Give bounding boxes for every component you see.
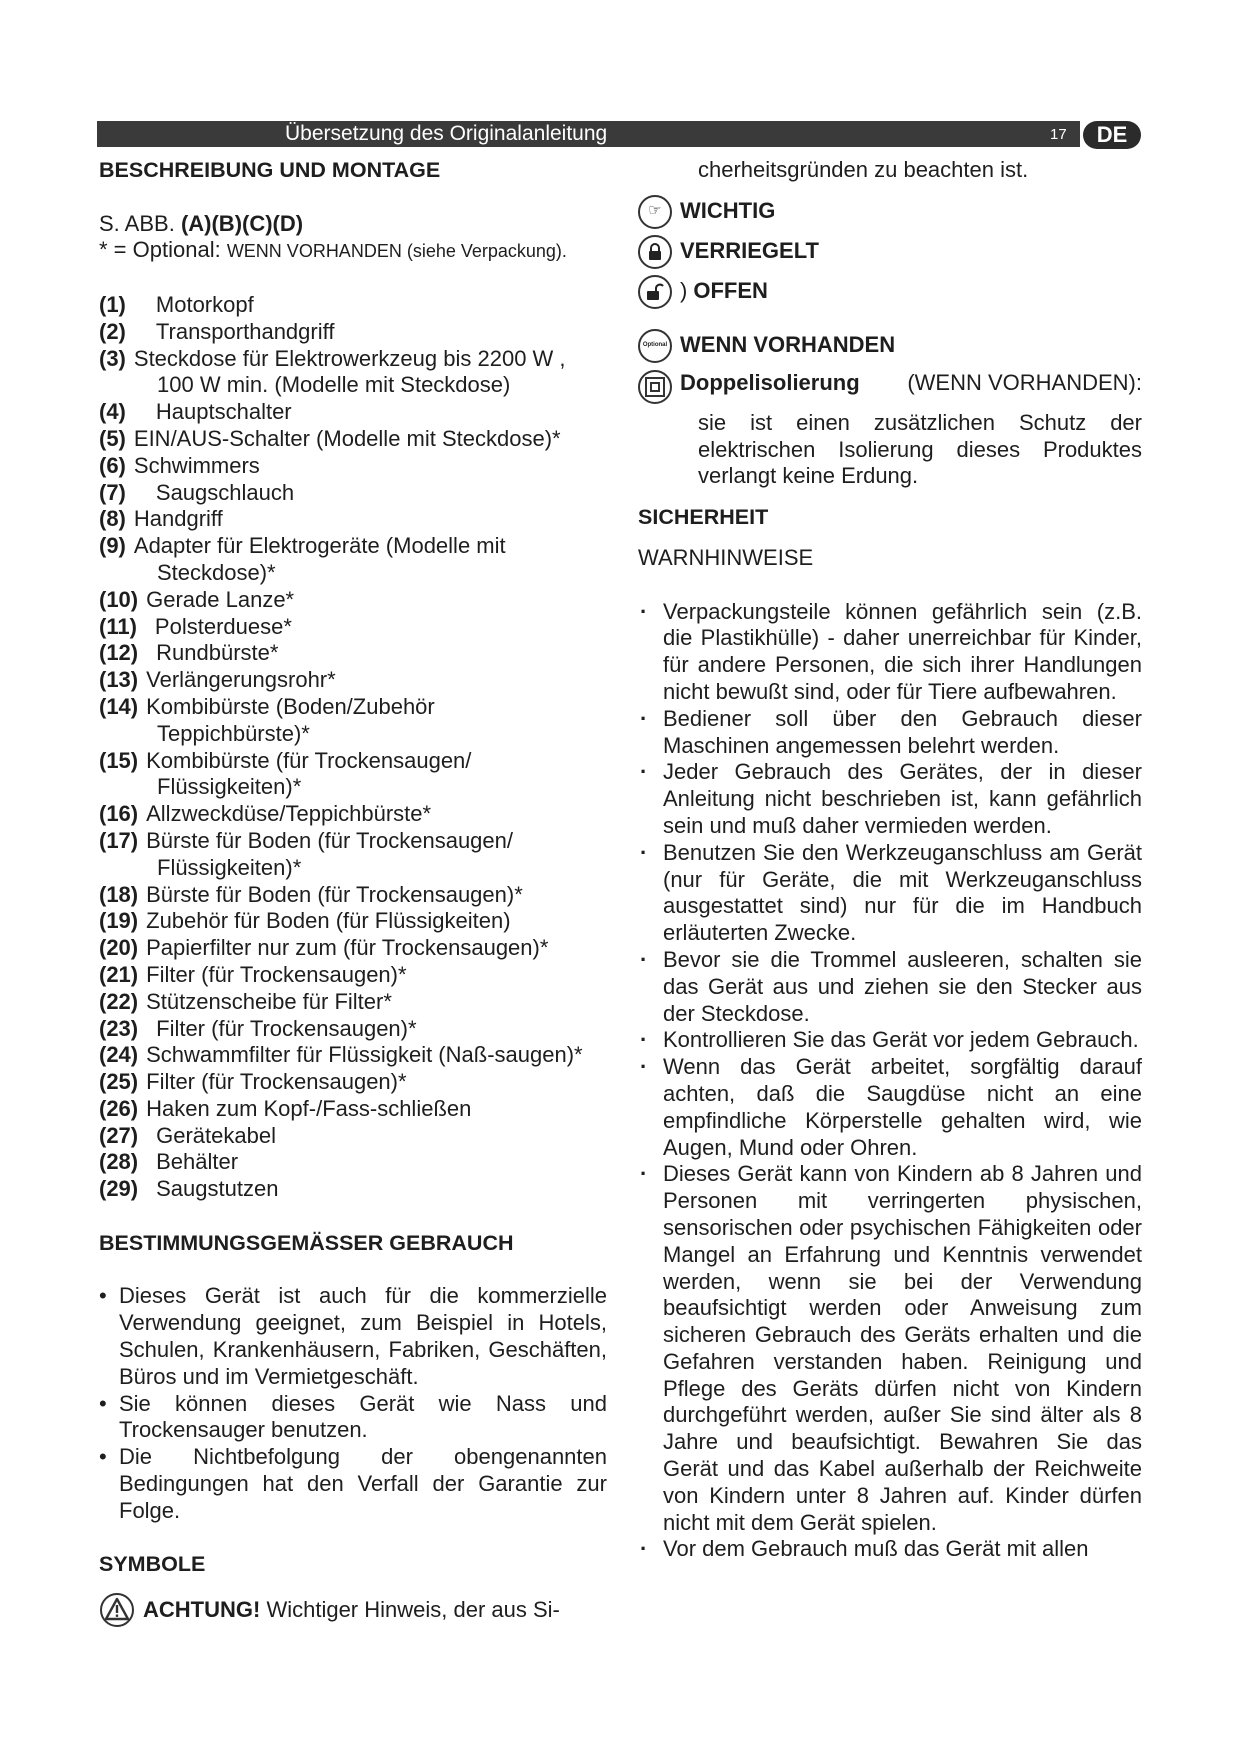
list-item: (18) Bürste für Boden (für Trockensaugen)* (99, 881, 523, 907)
double-insulation-icon (638, 370, 672, 404)
list-item: (5) EIN/AUS-Schalter (Modelle mit Steckdose)* (99, 425, 561, 451)
list-item: • Dieses Gerät ist auch für die kommerzielle Verwendung geeignet, zum Beispiel in Hotels, Schulen, Krankenhäusern, Fabriken, Geschäften, Büros und im Vermietgeschäft. (99, 1283, 607, 1390)
list-item: (23) Filter (für Trockensaugen)* (99, 1015, 417, 1041)
symbol-offen: ) OFFEN (638, 272, 1142, 312)
optional-legend: * = Optional: WENN VORHANDEN (siehe Verpackung). (99, 237, 567, 263)
list-item: (28) Behälter (99, 1149, 239, 1175)
list-item: (2) Transporthandgriff (99, 318, 335, 344)
optional-icon: Optional (638, 329, 672, 363)
list-item: (13) Verlängerungsrohr* (99, 667, 336, 693)
list-item: (8) Handgriff (99, 506, 223, 532)
list-item: (16) Allzweckdüse/Teppichbürste* (99, 801, 432, 827)
list-item: · Vor dem Gebrauch muß das Gerät mit allen (638, 1536, 1142, 1563)
list-item: (24) Schwammfilter für Flüssigkeit (Naß-saugen)* (99, 1042, 583, 1068)
left-column (99, 157, 607, 1628)
page-number: 17 (1050, 126, 1067, 143)
warnings-list (638, 599, 1142, 1564)
list-item: (9) Adapter für Elektrogeräte (Modelle mit (99, 533, 506, 559)
list-item-continuation: Steckdose)* (157, 559, 276, 585)
list-item: (15) Kombibürste (für Trockensaugen/ (99, 747, 472, 773)
list-item: (14) Kombibürste (Boden/Zubehör (99, 693, 435, 719)
list-item: (6) Schwimmers (99, 452, 260, 478)
list-item: (10) Gerade Lanze* (99, 586, 295, 612)
double-insulation-text: sie ist einen zusätzlichen Schutz der elektrischen Isolierung dieses Produktes verlangt keine Erdung. (698, 409, 1142, 489)
symbol-verriegelt: VERRIEGELT (638, 232, 1142, 272)
section-title-usage: BESTIMMUNGSGEMÄSSER GEBRAUCH (99, 1230, 514, 1255)
section-title-symbols: SYMBOLE (99, 1552, 206, 1577)
section-title-safety: SICHERHEIT (638, 505, 769, 530)
list-item-continuation: Teppichbürste)* (157, 720, 310, 746)
section-title-description: BESCHREIBUNG UND MONTAGE (99, 158, 441, 182)
list-item: (12) Rundbürste* (99, 640, 279, 666)
list-item: (27) Gerätekabel (99, 1122, 276, 1148)
list-item-continuation: Flüssigkeiten)* (157, 854, 302, 880)
symbol-optional: Optional WENN VORHANDEN (638, 326, 1142, 366)
list-item: (7) Saugschlauch (99, 479, 295, 505)
warnings-title: WARNHINWEISE (638, 544, 814, 570)
unlock-icon (638, 275, 672, 309)
list-item: · Bediener soll über den Gebrauch dieser Maschinen angemessen belehrt werden. (638, 706, 1142, 760)
list-item: (17) Bürste für Boden (für Trockensaugen/ (99, 827, 513, 853)
list-item: (25) Filter (für Trockensaugen)* (99, 1069, 407, 1095)
list-item: (19) Zubehör für Boden (für Flüssigkeiten) (99, 908, 511, 934)
usage-list (99, 1283, 607, 1524)
list-item: · Verpackungsteile können gefährlich sein (z.B. die Plastikhülle) - daher unerreichbar für Kinder, für andere Personen, die sich ihrer Handlungen nicht bewußt sind, oder für Tiere aufbewahren. (638, 599, 1142, 706)
achtung-continuation: cherheitsgründen zu beachten ist. (698, 157, 1029, 182)
list-item: (3) Steckdose für Elektrowerkzeug bis 2200 W , (99, 345, 566, 371)
list-item: (20) Papierfilter nur zum (für Trockensaugen)* (99, 935, 549, 961)
right-column (638, 157, 1142, 1563)
list-item: · Wenn das Gerät arbeitet, sorgfältig darauf achten, daß die Saugdüse nicht an eine empfindliche Körperstelle gehalten wird, wie Augen, Mund oder Ohren. (638, 1054, 1142, 1161)
list-item: (4) Hauptschalter (99, 399, 292, 425)
list-item: (1) Motorkopf (99, 291, 254, 317)
language-badge: DE (1083, 121, 1141, 149)
achtung-line: ACHTUNG! Wichtiger Hinweis, der aus Si- (99, 1592, 607, 1628)
list-item: (11) Polsterduese* (99, 613, 292, 639)
list-item-continuation: 100 W min. (Modelle mit Steckdose) (157, 372, 511, 398)
list-item: (29) Saugstutzen (99, 1176, 279, 1202)
symbol-double-insulation: Doppelisolierung (WENN VORHANDEN): (638, 370, 1142, 410)
list-item: · Jeder Gebrauch des Gerätes, der in dieser Anleitung nicht beschrieben ist, kann gefährlich sein und muß daher vermieden werden. (638, 759, 1142, 839)
list-item: • Sie können dieses Gerät wie Nass und Trockensauger benutzen. (99, 1391, 607, 1445)
warning-triangle-icon (99, 1592, 135, 1628)
parts-list (99, 292, 607, 1203)
list-item: (21) Filter (für Trockensaugen)* (99, 961, 407, 987)
list-item-continuation: Flüssigkeiten)* (157, 774, 302, 800)
list-item: · Dieses Gerät kann von Kindern ab 8 Jahren und Personen mit verringerten physischen, sensorischen oder psychischen Fähigkeiten oder Mangel an Erfahrung und Kenntnis verwendet werden, wenn sie bei der Verwendung beaufsichtigt werden oder Anweisung zum sicheren Gebrauch des Geräts erhalten und die Gefahren verstanden haben. Reinigung und Pflege des Geräts dürfen nicht von Kindern durchgeführt werden, außer Sie sind älter als 8 Jahre und beaufsichtigt. Bewahren Sie das Gerät und das Kabel außerhalb der Reichweite von Kindern unter 8 Jahren auf. Kinder dürfen nicht mit dem Gerät spielen. (638, 1161, 1142, 1536)
list-item: · Benutzen Sie den Werkzeuganschluss am Gerät (nur für Geräte, die mit Werkzeuganschluss ausgestattet sind) nur für die im Handbuch erläuterten Zwecke. (638, 840, 1142, 947)
list-item: · Kontrollieren Sie das Gerät vor jedem Gebrauch. (638, 1027, 1142, 1054)
figure-reference: S. ABB. (A)(B)(C)(D) (99, 210, 304, 236)
list-item: • Die Nichtbefolgung der obengenannten Bedingungen hat den Verfall der Garantie zur Folge. (99, 1444, 607, 1524)
lock-icon (638, 235, 672, 269)
header-title: Übersetzung des Originalanleitung (285, 122, 608, 145)
pointing-hand-icon: ☞ (638, 195, 672, 229)
list-item: (22) Stützenscheibe für Filter* (99, 988, 392, 1014)
symbol-wichtig: ☞ WICHTIG (638, 192, 1142, 232)
list-item: (26) Haken zum Kopf-/Fass-schließen (99, 1095, 472, 1121)
list-item: · Bevor sie die Trommel ausleeren, schalten sie das Gerät aus und ziehen sie den Stecker aus der Steckdose. (638, 947, 1142, 1027)
